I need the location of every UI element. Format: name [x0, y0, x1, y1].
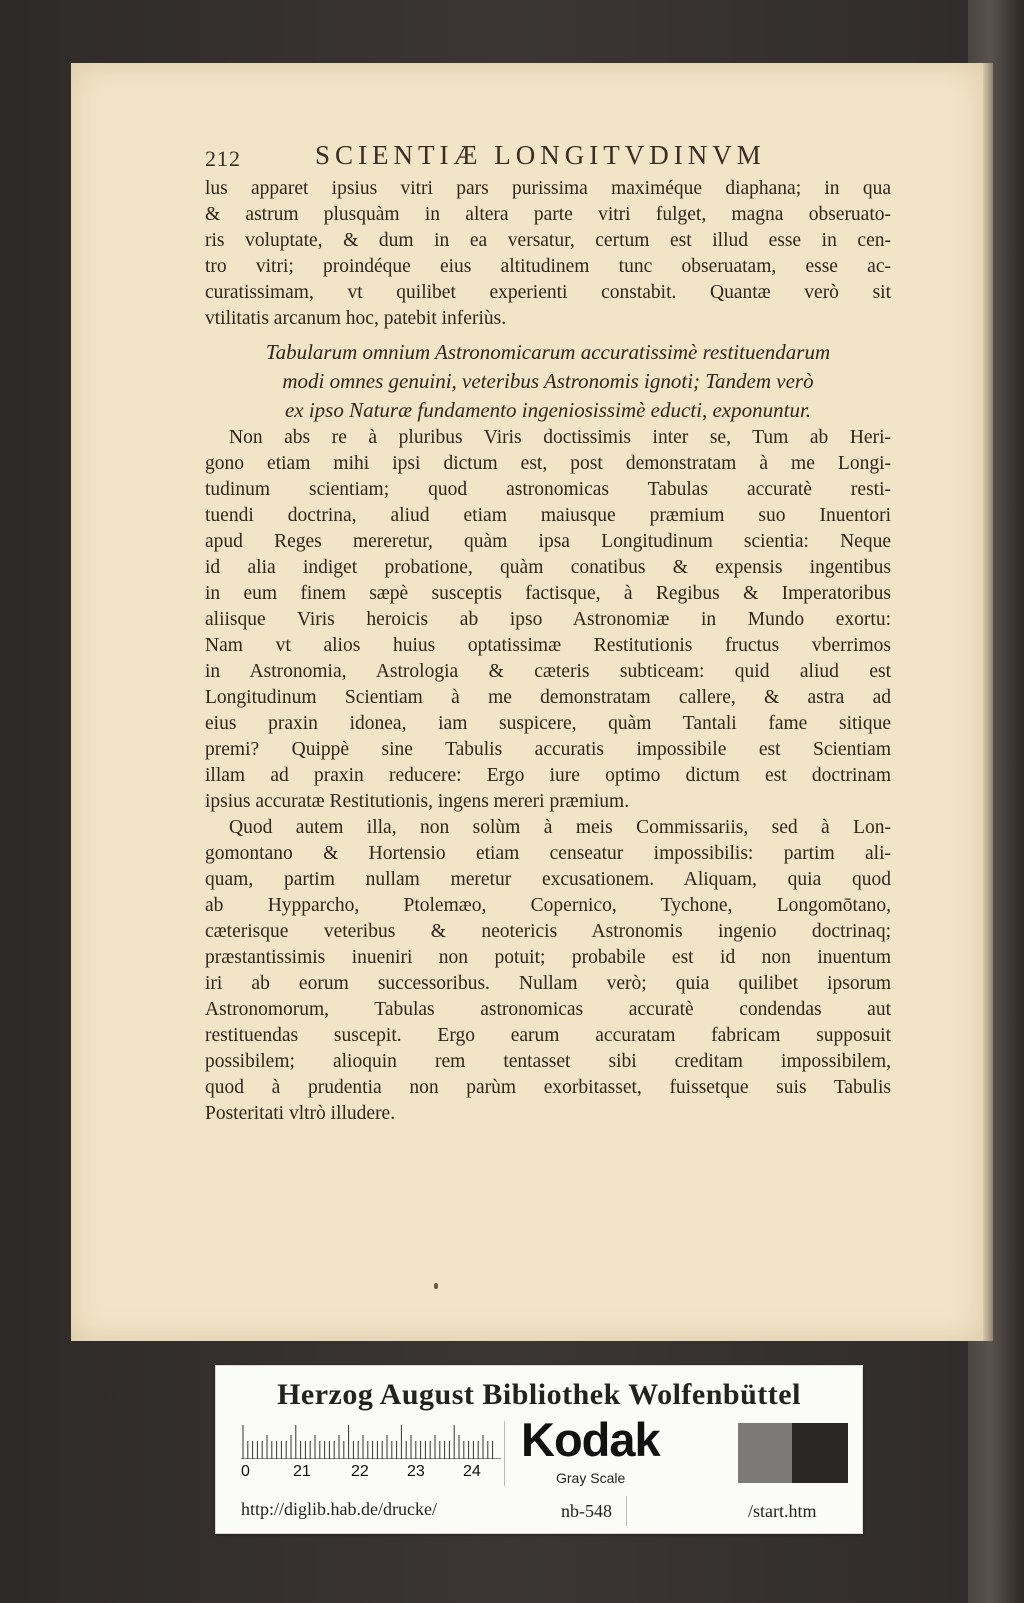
text-line: in eum finem sæpè susceptis factisque, à Regibus & Imperatoribus — [205, 583, 891, 604]
page-gutter — [983, 63, 993, 1341]
url-prefix: http://diglib.hab.de/drucke/ — [241, 1499, 437, 1519]
text-line: Astronomorum, Tabulas astronomicas accuratè condendas aut — [205, 999, 891, 1020]
text-line: lus apparet ipsius vitri pars purissima maximéque diaphana; in qua — [205, 178, 891, 199]
text-line: apud Reges mereretur, quàm ipsa Longitudinum scientia: Neque — [205, 531, 891, 552]
text-line: ris voluptate, & dum in ea versatur, certum est illud esse in cen- — [205, 230, 891, 251]
library-name: Herzog August Bibliothek Wolfenbüttel — [277, 1378, 801, 1411]
text-line: eius praxin idonea, iam suspicere, quàm Tantali fame sitique — [205, 713, 891, 734]
ruler-scale — [241, 1421, 501, 1459]
text-line: ipsius accuratæ Restitutionis, ingens mereri præmium. — [205, 791, 630, 812]
divider — [626, 1496, 627, 1526]
paragraph-3 — [205, 815, 891, 1127]
text-line: curatissimam, vt quilibet experienti constabit. Quantæ verò sit — [205, 282, 891, 303]
dark-swatch — [792, 1423, 848, 1483]
heading-line: ex ipso Naturæ fundamento ingeniosissimè educti, exponuntur. — [284, 398, 812, 422]
ruler-label: 22 — [351, 1463, 369, 1480]
text-line: tuendi doctrina, aliud etiam maiusque præmium suo Inuentori — [205, 505, 891, 526]
ruler-label: 0 — [241, 1463, 250, 1480]
text-line: Posteritati vltrò illudere. — [205, 1103, 396, 1124]
text-line: quam, partim nullam meretur excusationem. Aliquam, quia quod — [205, 869, 891, 890]
text-line: id alia indiget probatione, quàm conatibus & expensis ingentibus — [205, 557, 891, 578]
text-line: iri ab eorum successoribus. Nullam verò; quia quilibet ipsorum — [205, 973, 891, 994]
text-line: ab Hypparcho, Ptolemæo, Copernico, Tychone, Longomōtano, — [205, 895, 891, 916]
text-line: præstantissimis inueniri non potuit; probabile est id non inuentum — [205, 947, 891, 968]
color-target-card — [215, 1365, 863, 1534]
shelfmark: nb-548 — [561, 1501, 612, 1521]
text-line: quod à prudentia non parùm exorbitasset, fuissetque suis Tabulis — [205, 1077, 891, 1098]
divider — [504, 1421, 505, 1486]
ruler-label: 24 — [463, 1463, 481, 1480]
text-line: in Astronomia, Astrologia & cæteris subticeam: quid aliud est — [205, 661, 891, 682]
paragraph-1 — [205, 176, 891, 332]
text-line: vtilitatis arcanum hoc, patebit inferiùs. — [205, 308, 507, 329]
text-line: gono etiam mihi ipsi dictum est, post demonstratam à me Longi- — [205, 453, 891, 474]
text-line: gomontano & Hortensio etiam censeatur impossibilis: partim ali- — [205, 843, 891, 864]
text-line: restituendas suscepit. Ergo earum accuratam fabricam supposuit — [205, 1025, 891, 1046]
running-title: SCIENTIÆ LONGITVDINVM — [315, 140, 766, 170]
text-line: premi? Quippè sine Tabulis accuratis impossibile est Scientiam — [205, 739, 891, 760]
heading-line: modi omnes genuini, veteribus Astronomis ignoti; Tandem verò — [282, 369, 814, 393]
page-number: 212 — [205, 146, 241, 171]
text-line: Nam vt alios huius optatissimæ Restitutionis fructus vberrimos — [205, 635, 891, 656]
url-suffix: /start.htm — [748, 1501, 817, 1521]
section-heading — [205, 338, 891, 425]
page-mark — [434, 1283, 438, 1289]
text-line: tro vitri; proindéque eius altitudinem tunc obseruatam, esse ac- — [205, 256, 891, 277]
text-line: aliisque Viris heroicis ab ipso Astronomiæ in Mundo exortu: — [205, 609, 891, 630]
text-line: illam ad praxin reducere: Ergo iure optimo dictum est doctrinam — [205, 765, 891, 786]
ruler-label: 21 — [293, 1463, 311, 1480]
kodak-logo: Kodak — [521, 1413, 660, 1466]
paragraph-2 — [205, 425, 891, 815]
text-line: Quod autem illa, non solùm à meis Commissariis, sed à Lon- — [229, 817, 891, 838]
text-line: Longitudinum Scientiam à me demonstratam callere, & astra ad — [205, 687, 891, 708]
ruler-labels — [241, 1463, 511, 1483]
text-line: & astrum plusquàm in altera parte vitri fulget, magna obseruato- — [205, 204, 891, 225]
text-line: tudinum scientiam; quod astronomicas Tabulas accuratè resti- — [205, 479, 891, 500]
body-text — [205, 176, 891, 1127]
gray-swatch — [738, 1423, 792, 1483]
gray-scale-label: Gray Scale — [556, 1470, 626, 1486]
text-line: Non abs re à pluribus Viris doctissimis inter se, Tum ab Heri- — [229, 427, 891, 448]
heading-line: Tabularum omnium Astronomicarum accuratissimè restituendarum — [265, 340, 831, 364]
text-line: possibilem; alioquin rem tentasset sibi creditam impossibilem, — [205, 1051, 891, 1072]
ruler-label: 23 — [407, 1463, 425, 1480]
text-line: cæterisque veteribus & neotericis Astronomis ingenio doctrinaq; — [205, 921, 891, 942]
page-header — [205, 140, 805, 176]
